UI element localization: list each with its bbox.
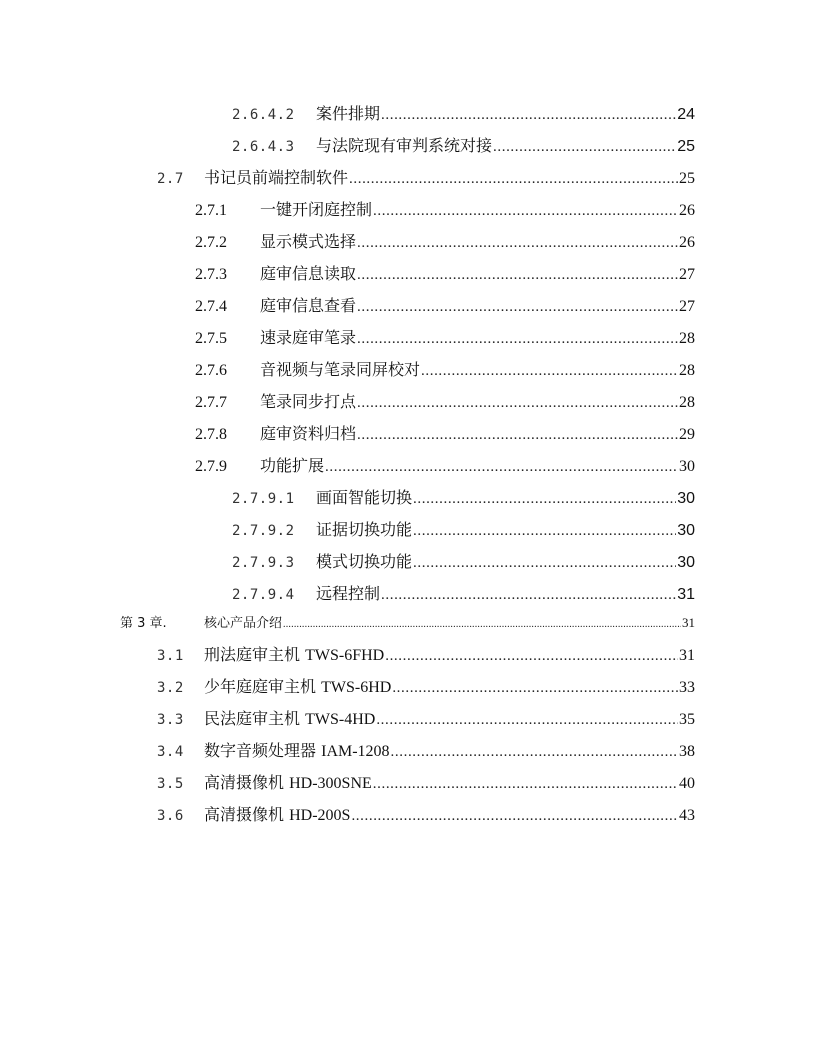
section-title: 与法院现有审判系统对接 xyxy=(316,136,493,155)
page-number: 31 xyxy=(682,615,695,630)
section-number: 3.2 xyxy=(157,680,184,696)
section-title xyxy=(204,738,390,761)
page-number: 38 xyxy=(679,743,695,760)
page-number: 25 xyxy=(679,170,695,187)
page-number: 26 xyxy=(679,234,695,251)
dot-leader xyxy=(413,491,676,508)
section-title xyxy=(204,642,384,665)
product-model: HD-200S xyxy=(289,807,351,824)
section-number: 2.7.9.3 xyxy=(232,555,295,571)
product-name: 数字音频处理器 xyxy=(204,741,317,760)
section-number: 2.7.9 xyxy=(195,458,227,475)
product-model: HD-300SNE xyxy=(289,775,372,792)
page-number: 27 xyxy=(679,298,695,315)
section-number: 2.7.3 xyxy=(195,266,227,283)
section-number: 2.7.5 xyxy=(195,330,227,347)
page-number: 40 xyxy=(679,775,695,792)
page-number: 30 xyxy=(677,490,695,507)
dot-leader xyxy=(357,395,678,412)
section-title: 案件排期 xyxy=(316,104,381,123)
toc-entry[interactable] xyxy=(232,581,695,605)
product-model: TWS-4HD xyxy=(305,711,376,728)
section-title xyxy=(204,802,350,825)
toc-entry[interactable] xyxy=(195,325,695,349)
toc-entry[interactable] xyxy=(195,421,695,445)
product-model: TWS-6FHD xyxy=(305,647,385,664)
section-title: 显示模式选择 xyxy=(260,232,357,251)
chapter-number: 第 3 章. xyxy=(120,616,167,631)
product-name: 刑法庭审主机 xyxy=(204,645,301,664)
dot-leader xyxy=(392,680,678,697)
product-name: 少年庭庭审主机 xyxy=(204,677,317,696)
section-title xyxy=(204,770,372,793)
page-number: 43 xyxy=(679,807,695,824)
product-name: 高清摄像机 xyxy=(204,773,285,792)
dot-leader xyxy=(376,712,678,729)
page-number: 31 xyxy=(679,647,695,664)
dot-leader xyxy=(357,427,678,444)
section-number: 2.7.9.4 xyxy=(232,587,295,603)
section-title xyxy=(204,674,391,697)
product-name: 高清摄像机 xyxy=(204,805,285,824)
section-title: 庭审信息查看 xyxy=(260,296,357,315)
dot-leader xyxy=(391,744,678,761)
dot-leader xyxy=(357,331,678,348)
toc-entry[interactable] xyxy=(232,133,695,157)
toc-entry[interactable] xyxy=(195,261,695,285)
toc-entry[interactable] xyxy=(232,101,695,125)
dot-leader xyxy=(413,523,676,540)
section-number: 3.1 xyxy=(157,648,184,664)
toc-entry[interactable] xyxy=(157,770,695,794)
section-number: 2.7.6 xyxy=(195,362,227,379)
section-title: 书记员前端控制软件 xyxy=(204,168,349,187)
page-number: 29 xyxy=(679,426,695,443)
dot-leader xyxy=(283,619,681,630)
toc-entry[interactable] xyxy=(157,165,695,189)
page-number: 27 xyxy=(679,266,695,283)
toc-entry[interactable] xyxy=(195,453,695,477)
page-number: 30 xyxy=(677,522,695,539)
toc-entry[interactable] xyxy=(195,293,695,317)
page-number: 26 xyxy=(679,202,695,219)
toc-entry[interactable] xyxy=(232,485,695,509)
toc-entry[interactable] xyxy=(195,197,695,221)
toc-entry[interactable] xyxy=(232,517,695,541)
section-title: 笔录同步打点 xyxy=(260,392,357,411)
section-number: 2.7.1 xyxy=(195,202,227,219)
toc-entry[interactable] xyxy=(232,549,695,573)
page-number: 30 xyxy=(677,554,695,571)
toc-entry[interactable] xyxy=(195,229,695,253)
section-title: 证据切换功能 xyxy=(316,520,413,539)
product-model: TWS-6HD xyxy=(321,679,392,696)
dot-leader xyxy=(493,139,676,156)
toc-entry[interactable] xyxy=(157,674,695,698)
chapter-title: 核心产品介绍 xyxy=(204,616,283,631)
page-number: 33 xyxy=(679,679,695,696)
section-number: 2.7.7 xyxy=(195,394,227,411)
section-number: 3.6 xyxy=(157,808,184,824)
dot-leader xyxy=(385,648,678,665)
section-title: 庭审资料归档 xyxy=(260,424,357,443)
section-title xyxy=(204,706,375,729)
toc-chapter-entry[interactable] xyxy=(120,612,695,636)
section-number: 2.6.4.3 xyxy=(232,139,295,155)
page-number: 24 xyxy=(677,106,695,123)
page-number: 28 xyxy=(679,394,695,411)
page-number: 35 xyxy=(679,711,695,728)
section-title: 庭审信息读取 xyxy=(260,264,357,283)
dot-leader xyxy=(421,363,678,380)
toc-entry[interactable] xyxy=(157,706,695,730)
section-title: 速录庭审笔录 xyxy=(260,328,357,347)
dot-leader xyxy=(349,171,678,188)
dot-leader xyxy=(357,267,678,284)
toc-entry[interactable] xyxy=(157,642,695,666)
section-title: 远程控制 xyxy=(316,584,381,603)
section-number: 3.3 xyxy=(157,712,184,728)
section-number: 2.6.4.2 xyxy=(232,107,295,123)
dot-leader xyxy=(325,459,678,476)
section-number: 2.7.2 xyxy=(195,234,227,251)
section-title: 画面智能切换 xyxy=(316,488,413,507)
toc-entry[interactable] xyxy=(157,738,695,762)
section-title: 功能扩展 xyxy=(260,456,325,475)
dot-leader xyxy=(381,587,676,604)
section-title: 一键开闭庭控制 xyxy=(260,200,373,219)
dot-leader xyxy=(373,776,678,793)
dot-leader xyxy=(381,107,676,124)
dot-leader xyxy=(357,299,678,316)
page-number: 28 xyxy=(679,362,695,379)
section-title: 音视频与笔录同屏校对 xyxy=(260,360,421,379)
section-number: 3.5 xyxy=(157,776,184,792)
section-number: 2.7 xyxy=(157,171,184,187)
dot-leader xyxy=(357,235,678,252)
page-number: 25 xyxy=(677,138,695,155)
page-number: 30 xyxy=(679,458,695,475)
dot-leader xyxy=(373,203,678,220)
section-number: 3.4 xyxy=(157,744,184,760)
section-title: 模式切换功能 xyxy=(316,552,413,571)
toc-entry[interactable] xyxy=(195,357,695,381)
section-number: 2.7.9.1 xyxy=(232,491,295,507)
dot-leader xyxy=(351,808,678,825)
section-number: 2.7.8 xyxy=(195,426,227,443)
product-model: IAM-1208 xyxy=(321,743,390,760)
toc-entry[interactable] xyxy=(157,802,695,826)
page-number: 28 xyxy=(679,330,695,347)
dot-leader xyxy=(413,555,676,572)
section-number: 2.7.9.2 xyxy=(232,523,295,539)
page-number: 31 xyxy=(677,586,695,603)
section-number: 2.7.4 xyxy=(195,298,227,315)
toc-entry[interactable] xyxy=(195,389,695,413)
product-name: 民法庭审主机 xyxy=(204,709,301,728)
